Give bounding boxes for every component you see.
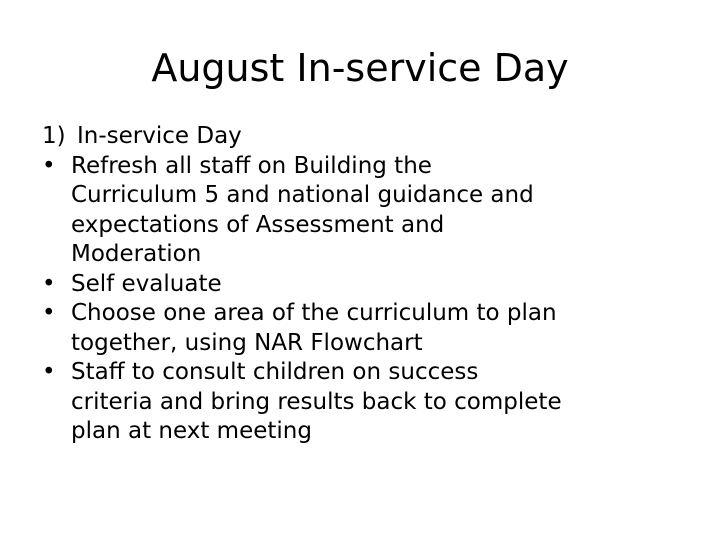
- bullet-line: plan at next meeting: [71, 418, 312, 444]
- bullet-line: Curriculum 5 and national guidance and: [71, 182, 534, 208]
- item-label: In-service Day: [77, 123, 242, 149]
- bullet-icon: •: [42, 152, 56, 179]
- bullet-item: [42, 270, 682, 300]
- bullet-line: Refresh all staff on Building the: [71, 152, 432, 179]
- slide-title: August In-service Day: [151, 46, 569, 90]
- bullet-icon: •: [42, 270, 56, 297]
- bullet-line: together, using NAR Flowchart: [71, 329, 423, 356]
- bullet-icon: •: [42, 300, 56, 326]
- bullet-line: Choose one area of the curriculum to plan: [71, 300, 557, 326]
- bullet-line: Self evaluate: [71, 270, 222, 297]
- slide-content: [42, 122, 682, 447]
- bullet-item: [42, 358, 682, 447]
- bullet-line: Moderation: [71, 241, 202, 267]
- bullet-line: expectations of Assessment and: [71, 211, 445, 238]
- bullet-line: Staff to consult children on success: [71, 359, 479, 385]
- bullet-item: [42, 152, 682, 270]
- item-number: 1): [42, 123, 66, 149]
- bullet-item: [42, 299, 682, 358]
- bullet-icon: •: [42, 359, 56, 385]
- numbered-item: [42, 122, 682, 152]
- bullet-list: [42, 152, 682, 447]
- bullet-line: criteria and bring results back to complete: [71, 388, 562, 415]
